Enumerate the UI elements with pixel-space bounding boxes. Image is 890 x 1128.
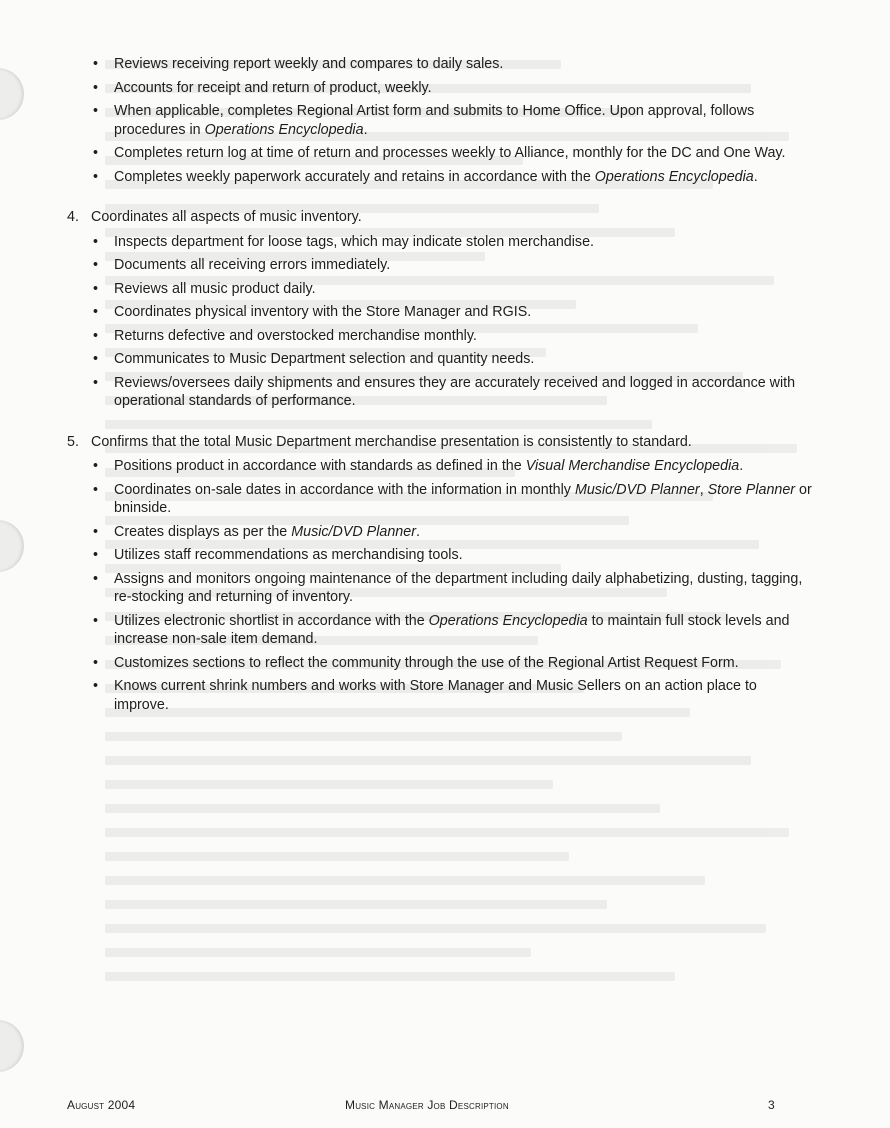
section-number: 4. <box>67 209 79 225</box>
text-run: or bninside. <box>114 481 812 516</box>
text-run: . <box>739 458 744 474</box>
bullet-item <box>67 457 812 476</box>
text-run: Returns defective and overstocked merchandise monthly. <box>114 327 477 344</box>
text-run: Coordinates on-sale dates in accordance with the information in monthly <box>114 481 575 498</box>
text-run: Assigns and monitors ongoing maintenance of the department including daily alphabetizing, dusting, tagging, re-stocking and returning of inventory. <box>114 570 803 605</box>
italic-title: Music/DVD Planner <box>574 481 700 498</box>
text-run: Reviews receiving report weekly and compares to daily sales. <box>114 56 504 72</box>
bullet-item <box>67 350 812 369</box>
bullet-item <box>67 654 812 673</box>
bullet-item <box>67 327 812 346</box>
document-body <box>67 55 812 719</box>
text-run: , <box>699 481 708 498</box>
bullet-item <box>67 612 812 649</box>
section-heading <box>67 208 812 227</box>
italic-title: Visual Merchandise Encyclopedia <box>525 458 740 474</box>
italic-title: Music/DVD Planner <box>291 523 416 540</box>
page-number: 3 <box>768 1098 775 1112</box>
bullet-item <box>67 280 812 299</box>
bullet-item <box>67 523 812 542</box>
intro-bullet-list <box>67 55 812 186</box>
section-heading-text: Confirms that the total Music Department merchandise presentation is consistently to standard. <box>91 433 692 450</box>
text-run: Creates displays as per the <box>114 523 292 540</box>
text-run: Positions product in accordance with standards as defined in the <box>114 458 526 474</box>
bullet-item <box>67 256 812 275</box>
text-run: Utilizes electronic shortlist in accordance with the <box>114 612 429 629</box>
footer-date: August 2004 <box>67 1098 136 1112</box>
bullet-item <box>67 481 812 518</box>
italic-title: Operations Encyclopedia <box>594 168 754 185</box>
sections <box>67 208 812 714</box>
text-run: . <box>363 121 368 138</box>
section-number: 5. <box>67 433 79 450</box>
text-run: Completes weekly paperwork accurately and retains in accordance with the <box>114 168 595 185</box>
bullet-item <box>67 374 812 411</box>
text-run: Coordinates physical inventory with the Store Manager and RGIS. <box>114 304 532 320</box>
bullet-item <box>67 303 812 322</box>
text-run: Communicates to Music Department selection and quantity needs. <box>114 351 535 367</box>
bullet-item <box>67 233 812 252</box>
section-heading-text: Coordinates all aspects of music inventory. <box>91 209 362 225</box>
text-run: Reviews/oversees daily shipments and ensures they are accurately received and logged in accordance with operational standards of performance. <box>114 374 796 409</box>
bullet-item <box>67 102 812 139</box>
punch-hole-middle <box>0 520 24 572</box>
text-run: Customizes sections to reflect the community through the use of the Regional Artist Request Form. <box>114 654 739 671</box>
text-run: . <box>415 523 420 540</box>
text-run: Reviews all music product daily. <box>114 280 316 297</box>
text-run: Inspects department for loose tags, which may indicate stolen merchandise. <box>114 233 594 250</box>
bullet-item <box>67 677 812 714</box>
bullet-item <box>67 79 812 98</box>
italic-title: Store Planner <box>707 481 796 498</box>
section-5 <box>67 433 812 715</box>
section-bullet-list <box>67 457 812 714</box>
text-run: . <box>753 168 758 185</box>
bullet-item <box>67 546 812 565</box>
bullet-item <box>67 55 812 74</box>
text-run: Accounts for receipt and return of product, weekly. <box>114 79 432 96</box>
bullet-item <box>67 144 812 163</box>
footer-title: Music Manager Job Description <box>345 1098 509 1112</box>
text-run: Knows current shrink numbers and works with Store Manager and Music Sellers on an action place to improve. <box>114 678 757 713</box>
text-run: Completes return log at time of return and processes weekly to Alliance, monthly for the DC and One Way. <box>114 145 786 161</box>
text-run: to maintain full stock levels and increase non-sale item demand. <box>114 612 790 647</box>
text-run: Documents all receiving errors immediately. <box>114 257 391 273</box>
punch-hole-top <box>0 68 24 120</box>
section-heading <box>67 433 812 452</box>
italic-title: Operations Encyclopedia <box>204 121 364 138</box>
text-run: Utilizes staff recommendations as merchandising tools. <box>114 547 463 563</box>
section-bullet-list <box>67 233 812 411</box>
bullet-item <box>67 168 812 187</box>
bullet-item <box>67 570 812 607</box>
italic-title: Operations Encyclopedia <box>428 612 588 629</box>
text-run: When applicable, completes Regional Artist form and submits to Home Office. Upon approval, follows procedures in <box>114 103 755 138</box>
section-4 <box>67 208 812 411</box>
punch-hole-bottom <box>0 1020 24 1072</box>
